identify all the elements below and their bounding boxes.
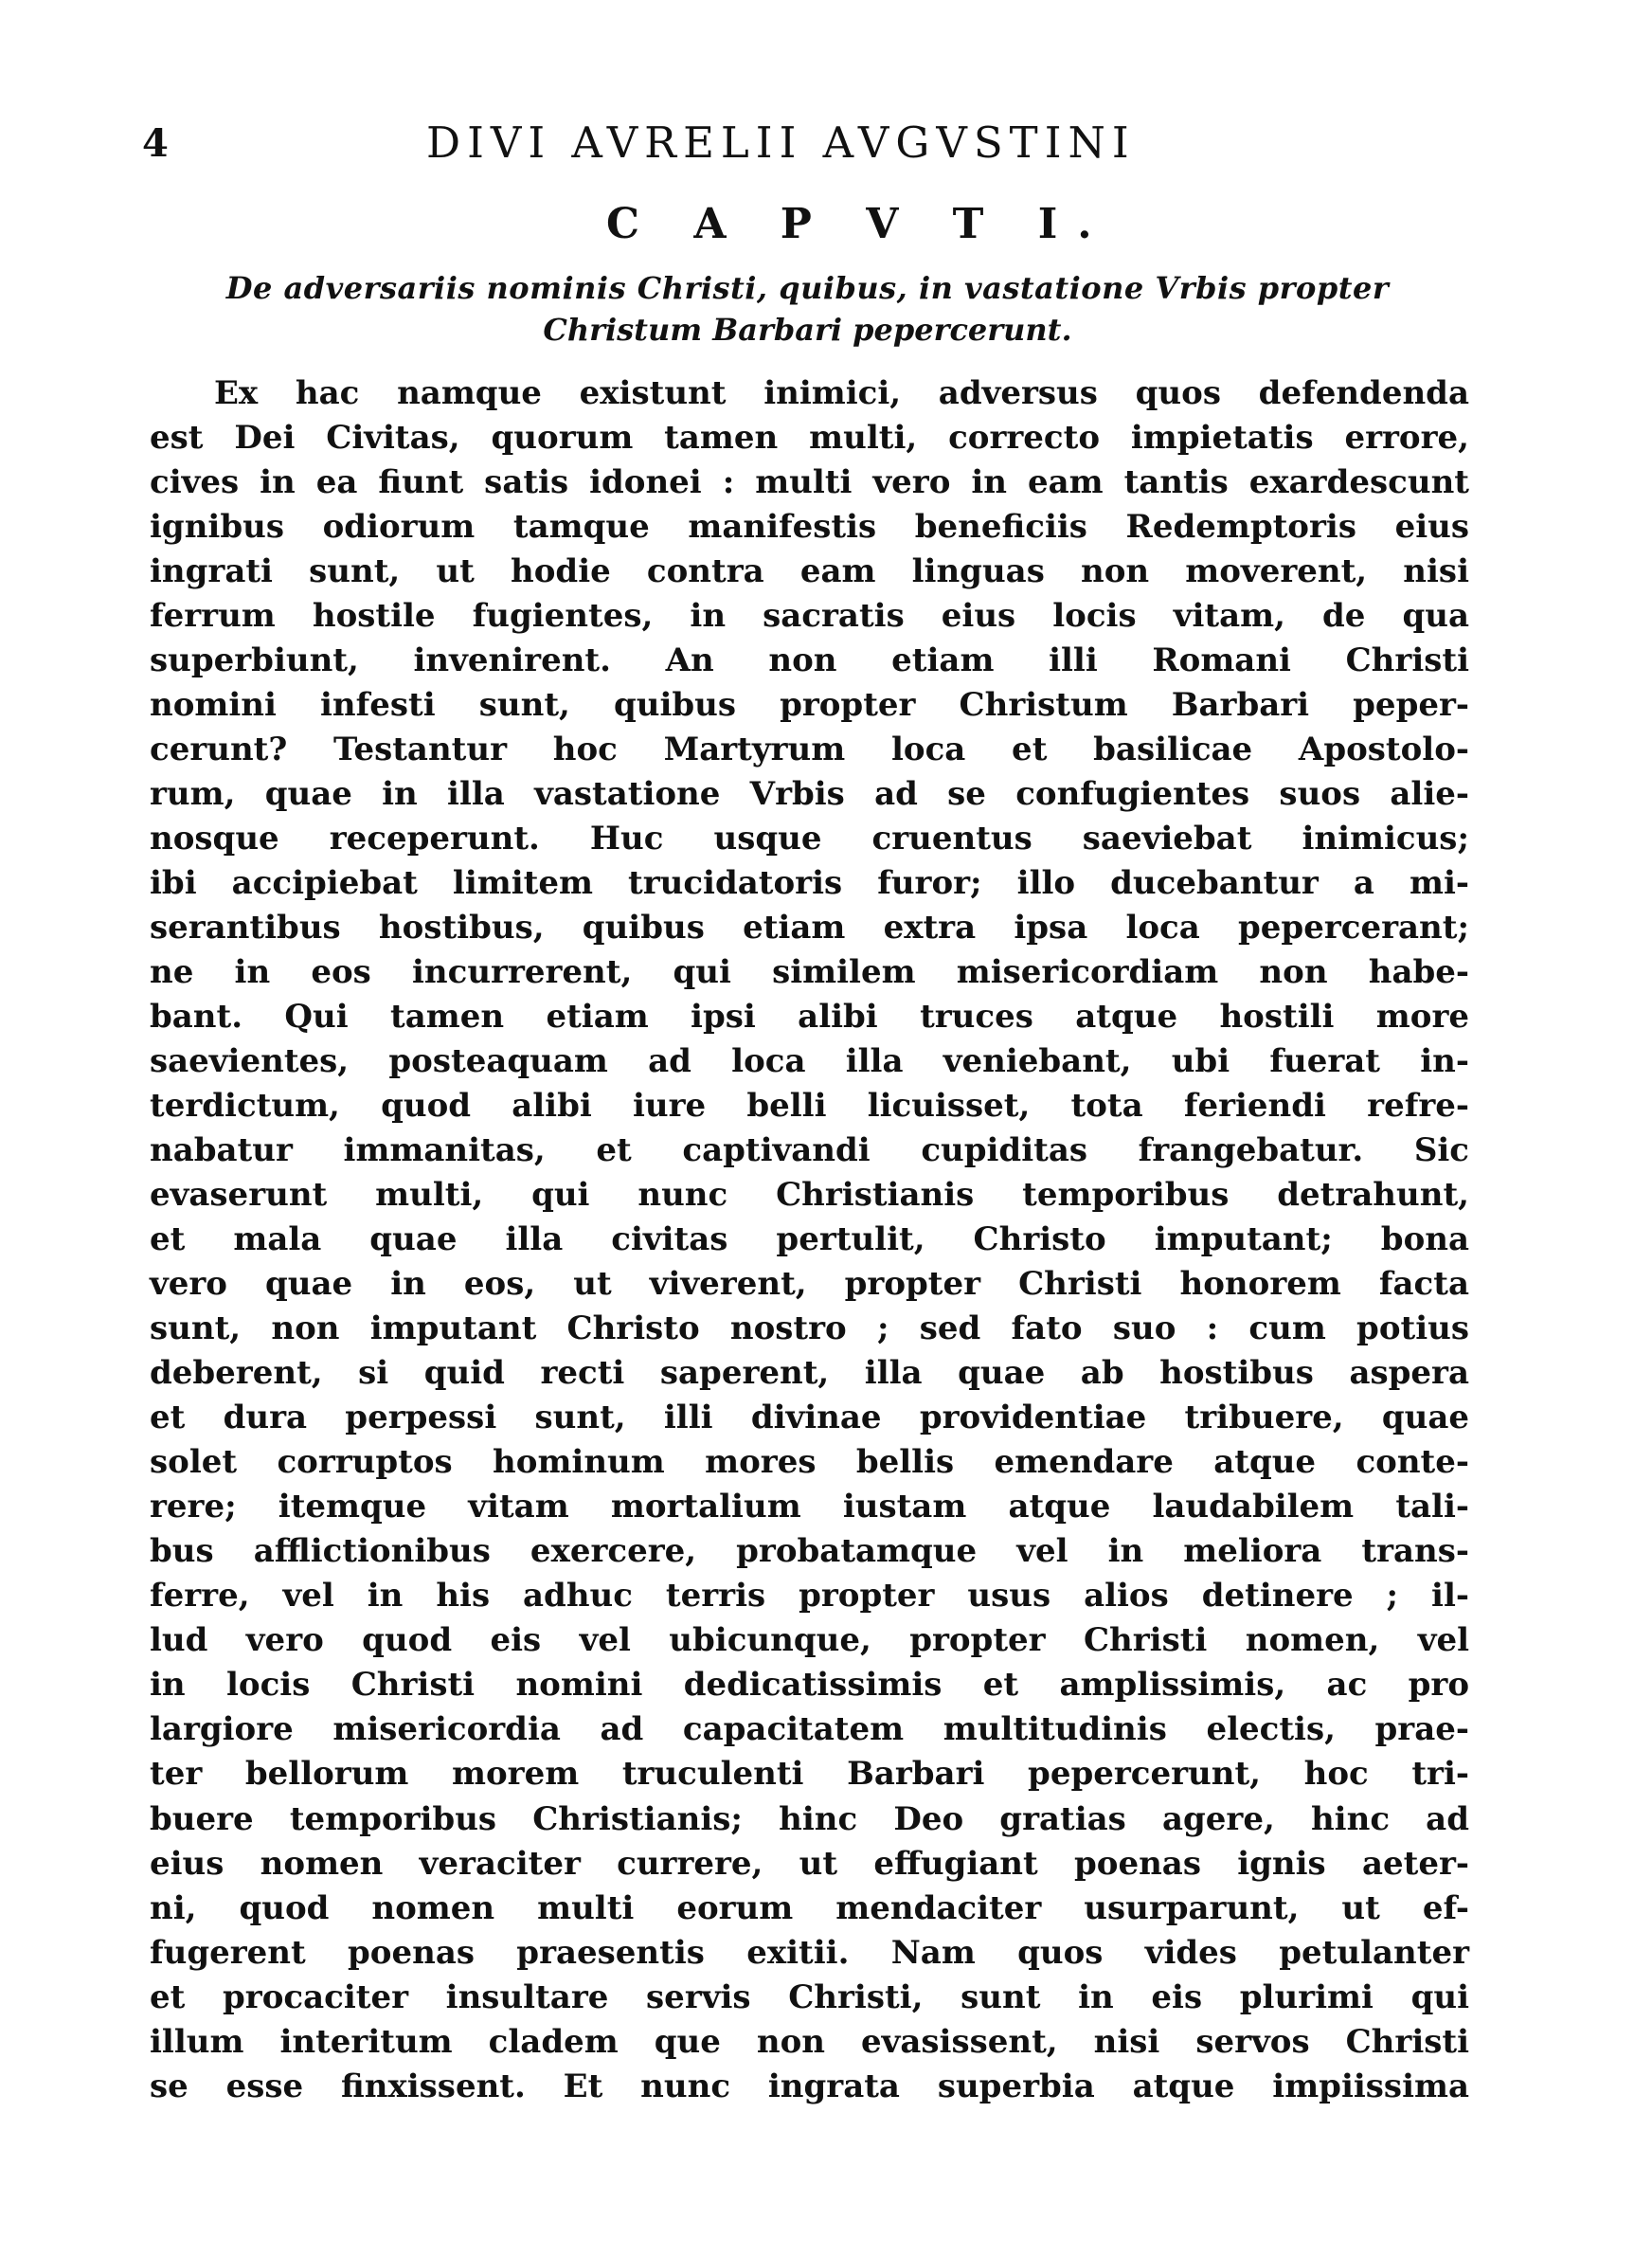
text-line: se esse finxissent. Et nunc ingrata superbia atque impiissima [150, 2067, 1469, 2105]
text-line: est Dei Civitas, quorum tamen multi, correcto impietatis errore, [150, 419, 1469, 458]
text-line: serantibus hostibus, quibus etiam extra ipsa loca pepercerant; [150, 909, 1469, 948]
text-line: nabatur immanitas, et captivandi cupiditas frangebatur. Sic [150, 1131, 1469, 1170]
text-line: et mala quae illa civitas pertulit, Christo imputant; bona [150, 1220, 1469, 1259]
text-line: et procaciter insultare servis Christi, sunt in eis plurimi qui [150, 1977, 1469, 2016]
text-line: terdictum, quod alibi iure belli licuisset, tota feriendi refre- [150, 1087, 1469, 1126]
text-line: illum interitum cladem que non evasissent, nisi servos Christi [150, 2022, 1469, 2061]
text-line: bus afflictionibus exercere, probatamque vel in meliora trans- [150, 1532, 1469, 1571]
chapter-subtitle [142, 267, 1473, 351]
text-line: ignibus odiorum tamque manifestis beneficiis Redemptoris eius [150, 508, 1469, 547]
text-line: buere temporibus Christianis; hinc Deo gratias agere, hinc ad [150, 1799, 1469, 1838]
text-line: superbiunt, invenirent. An non etiam illi Romani Christi [150, 641, 1469, 680]
text-line: Ex hac namque existunt inimici, adversus quos defendenda [214, 374, 1469, 412]
text-line: deberent, si quid recti saperent, illa quae ab hostibus aspera [150, 1354, 1469, 1393]
text-line: rere; itemque vitam mortalium iustam atque laudabilem tali- [150, 1488, 1469, 1526]
text-line: sunt, non imputant Christo nostro ; sed fato suo : cum potius [150, 1309, 1469, 1348]
text-line: evaserunt multi, qui nunc Christianis temporibus detrahunt, [150, 1176, 1469, 1215]
text-line: bant. Qui tamen etiam ipsi alibi truces atque hostili more [150, 998, 1469, 1037]
text-line: eius nomen veraciter currere, ut effugiant poenas ignis aeter- [150, 1844, 1469, 1883]
chapter-title: C A P V T I. [606, 200, 1112, 248]
running-title: DIVI AVRELII AVGVSTINI [426, 117, 1136, 168]
text-line: ter bellorum morem truculenti Barbari pepercerunt, hoc tri- [150, 1755, 1469, 1794]
text-line: ne in eos incurrerent, qui similem misericordiam non habe- [150, 953, 1469, 992]
text-line: ibi accipiebat limitem trucidatoris furor; illo ducebantur a mi- [150, 864, 1469, 903]
text-line: nomini infesti sunt, quibus propter Christum Barbari peper- [150, 686, 1469, 725]
page-number: 4 [142, 121, 169, 166]
body-text [150, 371, 1469, 2109]
text-line: ingrati sunt, ut hodie contra eam linguas non moverent, nisi [150, 552, 1469, 591]
text-line: cerunt? Testantur hoc Martyrum loca et basilicae Apostolo- [150, 731, 1469, 769]
text-line: rum, quae in illa vastatione Vrbis ad se confugientes suos alie- [150, 775, 1469, 814]
text-line: ferre, vel in his adhuc terris propter usus alios detinere ; il- [150, 1577, 1469, 1616]
text-line: nosque receperunt. Huc usque cruentus saeviebat inimicus; [150, 820, 1469, 858]
text-line: ferrum hostile fugientes, in sacratis eius locis vitam, de qua [150, 597, 1469, 636]
text-line: vero quae in eos, ut viverent, propter Christi honorem facta [150, 1265, 1469, 1304]
text-line: et dura perpessi sunt, illi divinae providentiae tribuere, quae [150, 1399, 1469, 1437]
chapter-subtitle-line: Christum Barbari pepercerunt. [543, 312, 1072, 348]
text-line: largiore misericordia ad capacitatem multitudinis electis, prae- [150, 1710, 1469, 1749]
chapter-subtitle-line: De adversariis nominis Christi, quibus, in vastatione Vrbis propter [225, 270, 1390, 306]
text-line: fugerent poenas praesentis exitii. Nam quos vides petulanter [150, 1933, 1469, 1972]
text-line: ni, quod nomen multi eorum mendaciter usurparunt, ut ef- [150, 1888, 1469, 1927]
text-line: saevientes, posteaquam ad loca illa veniebant, ubi fuerat in- [150, 1042, 1469, 1081]
text-line: solet corruptos hominum mores bellis emendare atque conte- [150, 1443, 1469, 1482]
text-line: lud vero quod eis vel ubicunque, propter Christi nomen, vel [150, 1621, 1469, 1660]
text-line: cives in ea fiunt satis idonei : multi vero in eam tantis exardescunt [150, 463, 1469, 502]
text-line: in locis Christi nomini dedicatissimis et amplissimis, ac pro [150, 1666, 1469, 1705]
